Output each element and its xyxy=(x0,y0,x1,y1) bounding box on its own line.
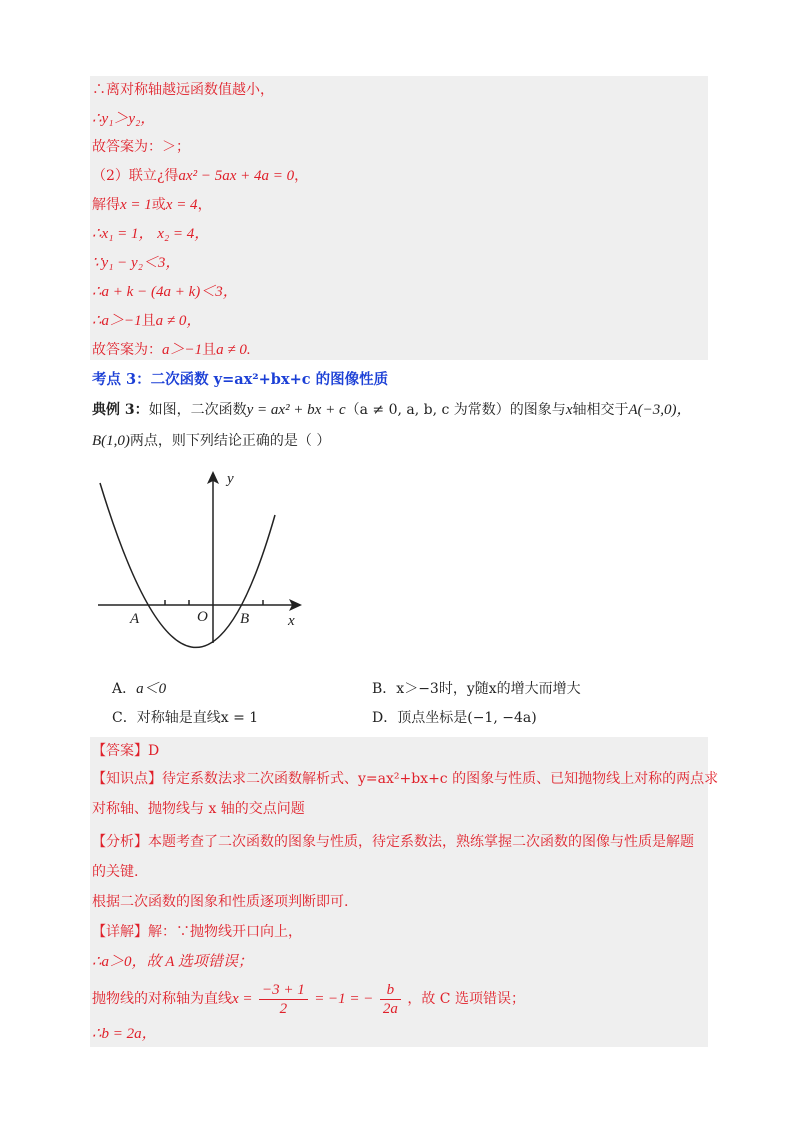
fraction-2: $\frac{b}{2a}$ xyxy=(380,981,401,1018)
detail-line-3: 抛物线的对称轴为直线x = $\frac{-3 + 1}{2}$ = −1 = − $\frac{b}{2a}$ ，故 C 选项错误； xyxy=(92,981,525,1017)
fraction-1: $\frac{-3 + 1}{2}$ xyxy=(259,981,308,1018)
knowledge-line-2: 对称轴、抛物线与 x 轴的交点问题 xyxy=(92,801,305,817)
solution-line: ∴离对称轴越远函数值越小， xyxy=(92,82,274,98)
point-b-label: B xyxy=(240,611,250,627)
option-a: A．a＜0 xyxy=(112,681,167,697)
answer-line: 【答案】D xyxy=(92,743,160,759)
detail-line-2: ∴a＞0，故 A 选项错误； xyxy=(92,954,253,970)
section-heading: 考点 3：二次函数 y=ax²+bx+c 的图像性质 xyxy=(92,371,389,388)
x-axis-label: x xyxy=(288,613,295,629)
solution-line: ∴x₁ = 1， x₂ = 4， xyxy=(92,226,210,242)
solution-line: ∴y₁＞y₂， xyxy=(92,111,156,127)
analysis-line-3: 根据二次函数的图象和性质逐项判断即可. xyxy=(92,894,349,910)
example-question-line-1: 典例 3：如图，二次函数y = ax² + bx + c（a ≠ 0, a, b, c 为常数）的图象与x轴相交于A(−3,0)， xyxy=(92,402,692,418)
y-axis-label: y xyxy=(227,471,234,487)
parabola-graph xyxy=(90,465,320,650)
example-question-line-2: B(1,0)两点，则下列结论正确的是（ ） xyxy=(92,433,331,449)
solution-line: 故答案为：a＞−1且a ≠ 0. xyxy=(92,342,251,358)
detail-line-1: 【详解】解：∵抛物线开口向上， xyxy=(92,924,302,940)
solution-line: 解得x = 1或x = 4， xyxy=(92,197,212,213)
analysis-line-1: 【分析】本题考查了二次函数的图象与性质，待定系数法，熟练掌握二次函数的图像与性质是解题 xyxy=(92,834,694,850)
solution-line: ∴a＞−1且a ≠ 0， xyxy=(92,313,202,329)
analysis-line-2: 的关键. xyxy=(92,864,139,880)
detail-line-4: ∴b = 2a， xyxy=(92,1026,157,1042)
point-a-label: A xyxy=(130,611,140,627)
option-b: B．x＞−3时，y随x的增大而增大 xyxy=(372,681,581,697)
option-c: C．对称轴是直线x = 1 xyxy=(112,710,259,726)
solution-line: （2）联立¿得ax² − 5ax + 4a = 0， xyxy=(92,168,309,184)
origin-label: O xyxy=(197,609,208,625)
option-d: D．顶点坐标是(−1, −4a) xyxy=(372,710,537,726)
solution-line: ∵y₁ − y₂＜3， xyxy=(92,255,181,271)
solution-line: ∴a + k − (4a + k)＜3， xyxy=(92,284,238,300)
solution-line: 故答案为：＞； xyxy=(92,139,190,155)
knowledge-line-1: 【知识点】待定系数法求二次函数解析式、y=ax²+bx+c 的图象与性质、已知抛物线上对称的两点求 xyxy=(92,771,719,787)
